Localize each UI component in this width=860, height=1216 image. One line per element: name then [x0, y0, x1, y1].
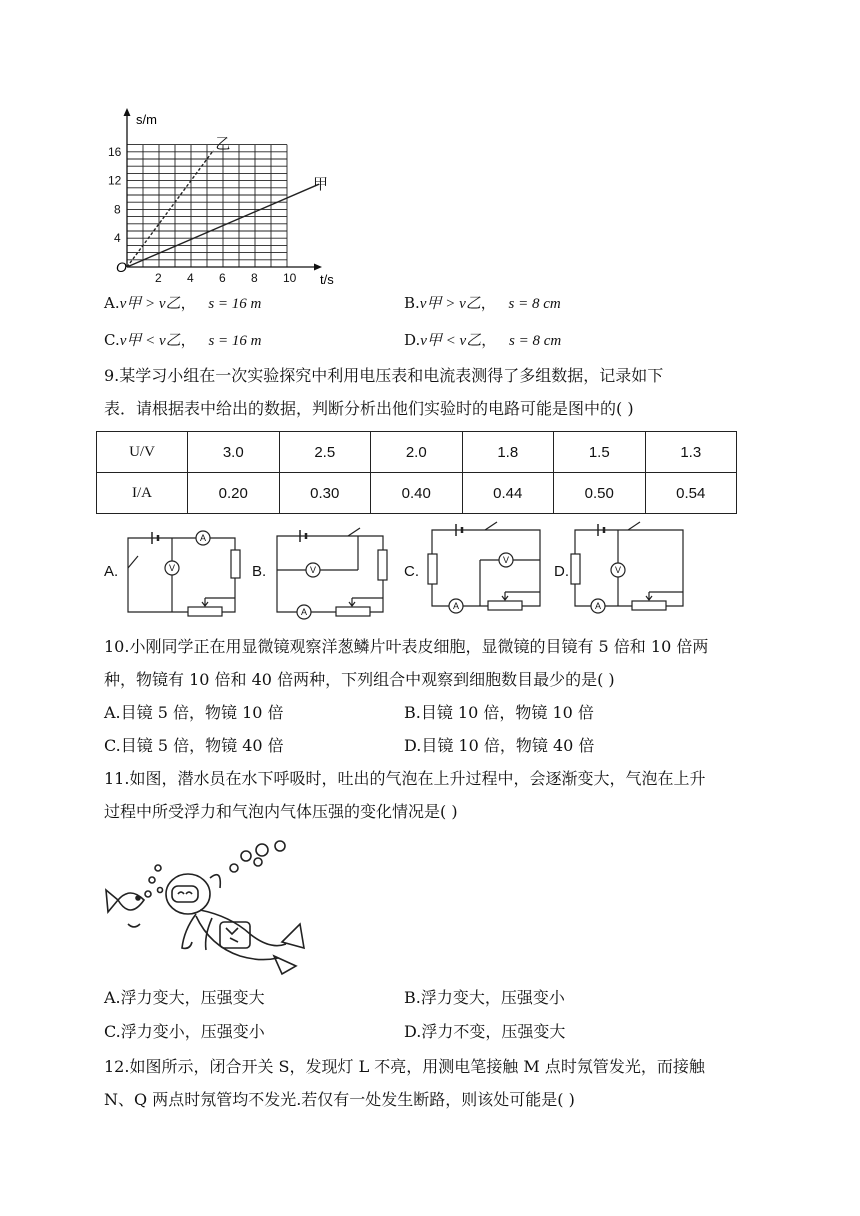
q9-data-table: [96, 431, 737, 514]
circuit-d-label: D.: [554, 563, 569, 580]
table-cell: 0.40: [371, 473, 463, 514]
table-cell: 1.8: [462, 432, 554, 473]
distance-time-graph: [100, 100, 340, 285]
q10-option-a[interactable]: A.目镜 5 倍，物镜 10 倍: [104, 703, 284, 722]
circuit-c-label: C.: [404, 563, 419, 580]
table-cell: 2.5: [279, 432, 371, 473]
svg-text:A: A: [595, 601, 602, 611]
y-tick-label: 12: [108, 173, 122, 188]
circuit-a[interactable]: [104, 531, 240, 616]
q8-option-a[interactable]: A.v甲 > v乙， s = 16 m: [104, 294, 262, 312]
svg-text:V: V: [615, 565, 622, 575]
row-i-label: I/A: [97, 473, 188, 514]
table-cell: 1.5: [554, 432, 646, 473]
diver-illustration: [100, 838, 310, 978]
q9-circuit-diagrams: [100, 518, 750, 623]
svg-text:A: A: [453, 601, 460, 611]
x-tick-label: 8: [251, 271, 258, 285]
switch-icon: [128, 556, 138, 568]
q9-stem-line1: 9.某学习小组在一次实验探究中利用电压表和电流表测得了多组数据，记录如下: [104, 366, 664, 385]
circuit-c[interactable]: [404, 522, 540, 613]
q12-stem-line1: 12.如图所示，闭合开关 S，发现灯 L 不亮，用测电笔接触 M 点时氖管发光，而接触: [104, 1057, 705, 1076]
q10-option-d[interactable]: D.目镜 10 倍，物镜 40 倍: [404, 736, 595, 755]
q12-stem-line2: N、Q 两点时氖管均不发光.若仅有一处发生断路，则该处可能是( ): [104, 1090, 575, 1109]
table-cell: 0.54: [645, 473, 737, 514]
q10-stem-line2: 种，物镜有 10 倍和 40 倍两种，下列组合中观察到细胞数目最少的是( ): [104, 670, 615, 689]
circuit-a-label: A.: [104, 563, 119, 580]
table-cell: 3.0: [188, 432, 280, 473]
y-tick-label: 8: [114, 202, 121, 217]
svg-text:V: V: [169, 563, 176, 573]
table-cell: 0.44: [462, 473, 554, 514]
table-cell: 0.50: [554, 473, 646, 514]
table-cell: 2.0: [371, 432, 463, 473]
x-tick-label: 6: [219, 271, 226, 285]
x-tick-label: 2: [155, 271, 162, 285]
x-tick-label: 4: [187, 271, 194, 285]
series-line-yi: [127, 150, 213, 267]
rheostat-icon: [336, 607, 370, 616]
svg-text:V: V: [310, 565, 317, 575]
q9-stem-line2: 表．请根据表中给出的数据，判断分析出他们实验时的电路可能是图中的( ): [104, 399, 634, 418]
rheostat-icon: [632, 601, 666, 610]
y-axis-label: s/m: [136, 112, 157, 127]
svg-text:A: A: [301, 607, 308, 617]
q11-stem-line2: 过程中所受浮力和气泡内气体压强的变化情况是( ): [104, 802, 458, 821]
rheostat-icon: [488, 601, 522, 610]
x-axis-arrow-icon: [314, 264, 322, 271]
row-u-label: U/V: [97, 432, 188, 473]
y-tick-label: 16: [108, 144, 122, 159]
q11-option-d[interactable]: D.浮力不变，压强变大: [404, 1022, 566, 1041]
y-tick-label: 4: [114, 231, 121, 246]
q10-stem-line1: 10.小刚同学正在用显微镜观察洋葱鳞片叶表皮细胞，显微镜的目镜有 5 倍和 10 倍两: [104, 637, 709, 656]
table-cell: 0.30: [279, 473, 371, 514]
svg-text:V: V: [503, 555, 510, 565]
q11-option-a[interactable]: A.浮力变大，压强变大: [104, 988, 265, 1007]
series-label: 甲: [313, 176, 329, 194]
graph-series: [127, 135, 328, 267]
q8-option-c[interactable]: C.v甲 < v乙， s = 16 m: [104, 331, 262, 349]
circuit-b[interactable]: [252, 528, 387, 619]
switch-icon: [348, 528, 360, 536]
origin-label: O: [116, 259, 127, 275]
table-cell: 0.20: [188, 473, 280, 514]
q8-option-d[interactable]: D.v甲 < v乙， s = 8 cm: [404, 331, 562, 349]
q10-option-c[interactable]: C.目镜 5 倍，物镜 40 倍: [104, 736, 284, 755]
q11-option-c[interactable]: C.浮力变小，压强变小: [104, 1022, 265, 1041]
table-row: [97, 473, 737, 514]
x-tick-label: 10: [283, 271, 297, 285]
x-axis-label: t/s: [320, 272, 334, 285]
switch-icon: [628, 522, 640, 530]
q8-option-b[interactable]: B.v甲 > v乙， s = 8 cm: [404, 294, 561, 312]
svg-text:A: A: [200, 533, 207, 543]
switch-icon: [485, 522, 497, 530]
graph-grid: [127, 145, 287, 267]
rheostat-icon: [188, 607, 222, 616]
q10-option-b[interactable]: B.目镜 10 倍，物镜 10 倍: [404, 703, 594, 722]
series-label: 乙: [215, 135, 231, 153]
q11-option-b[interactable]: B.浮力变大，压强变小: [404, 988, 565, 1007]
y-axis-arrow-icon: [124, 108, 131, 116]
circuit-b-label: B.: [252, 563, 267, 580]
q11-stem-line1: 11.如图，潜水员在水下呼吸时，吐出的气泡在上升过程中，会逐渐变大，气泡在上升: [104, 769, 706, 788]
table-cell: 1.3: [645, 432, 737, 473]
table-row: [97, 432, 737, 473]
circuit-d[interactable]: [554, 522, 683, 613]
